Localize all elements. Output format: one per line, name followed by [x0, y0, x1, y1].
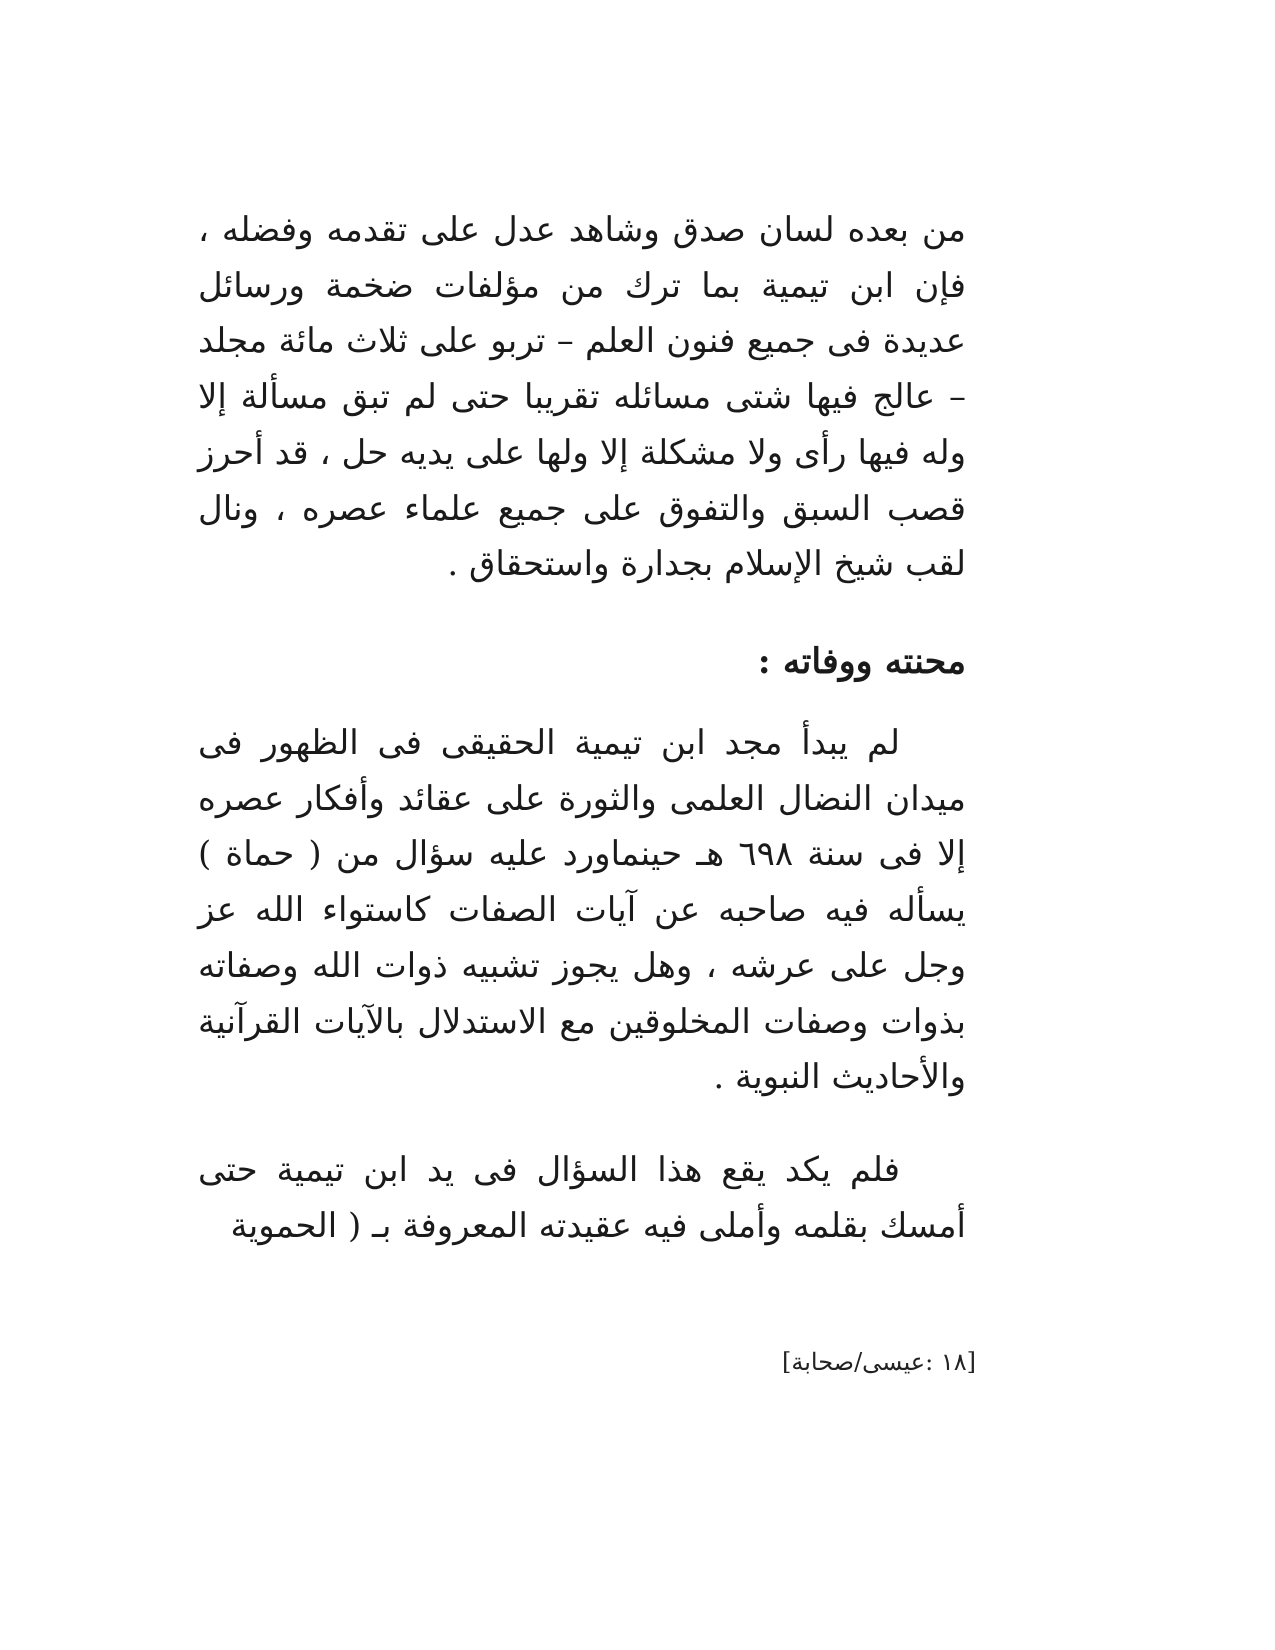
paragraph-intro: [198, 203, 966, 593]
paragraph-continuation: [198, 1143, 966, 1254]
section-heading: محنته ووفاته :: [757, 641, 966, 682]
paragraph-text: فلم يكد يقع هذا السؤال فى يد ابن تيمية حتى أمسك بقلمه وأملى فيه عقيدته المعروفة بـ ( الحموية: [198, 1150, 966, 1246]
paragraph-text: من بعده لسان صدق وشاهد عدل على تقدمه وفضله ، فإن ابن تيمية بما ترك من مؤلفات ضخمة ورسائل عديدة فى جميع فنون العلم – تربو على ثلاث مائة مجلد – عالج فيها شتى مسائله تقريبا حتى لم تبق مسألة إلا وله فيها رأى ولا مشكلة إلا ولها على يديه حل ، قد أحرز قصب السبق والتفوق على جميع علماء عصره ، ونال لقب شيخ الإسلام بجدارة واستحقاق .: [198, 210, 966, 585]
paragraph-trial: [198, 716, 966, 1106]
page-footer: [١٨ :عيسى/صحابة]: [781, 1348, 976, 1376]
paragraph-text: لم يبدأ مجد ابن تيمية الحقيقى فى الظهور فى ميدان النضال العلمى والثورة على عقائد وأفكار عصره إلا فى سنة ٦٩٨ هـ حينماورد عليه سؤال من ( حماة ) يسأله فيه صاحبه عن آيات الصفات كاستواء الله عز وجل على عرشه ، وهل يجوز تشبيه ذوات الله وصفاته بذوات وصفات المخلوقين مع الاستدلال بالآيات القرآنية والأحاديث النبوية .: [198, 723, 966, 1098]
